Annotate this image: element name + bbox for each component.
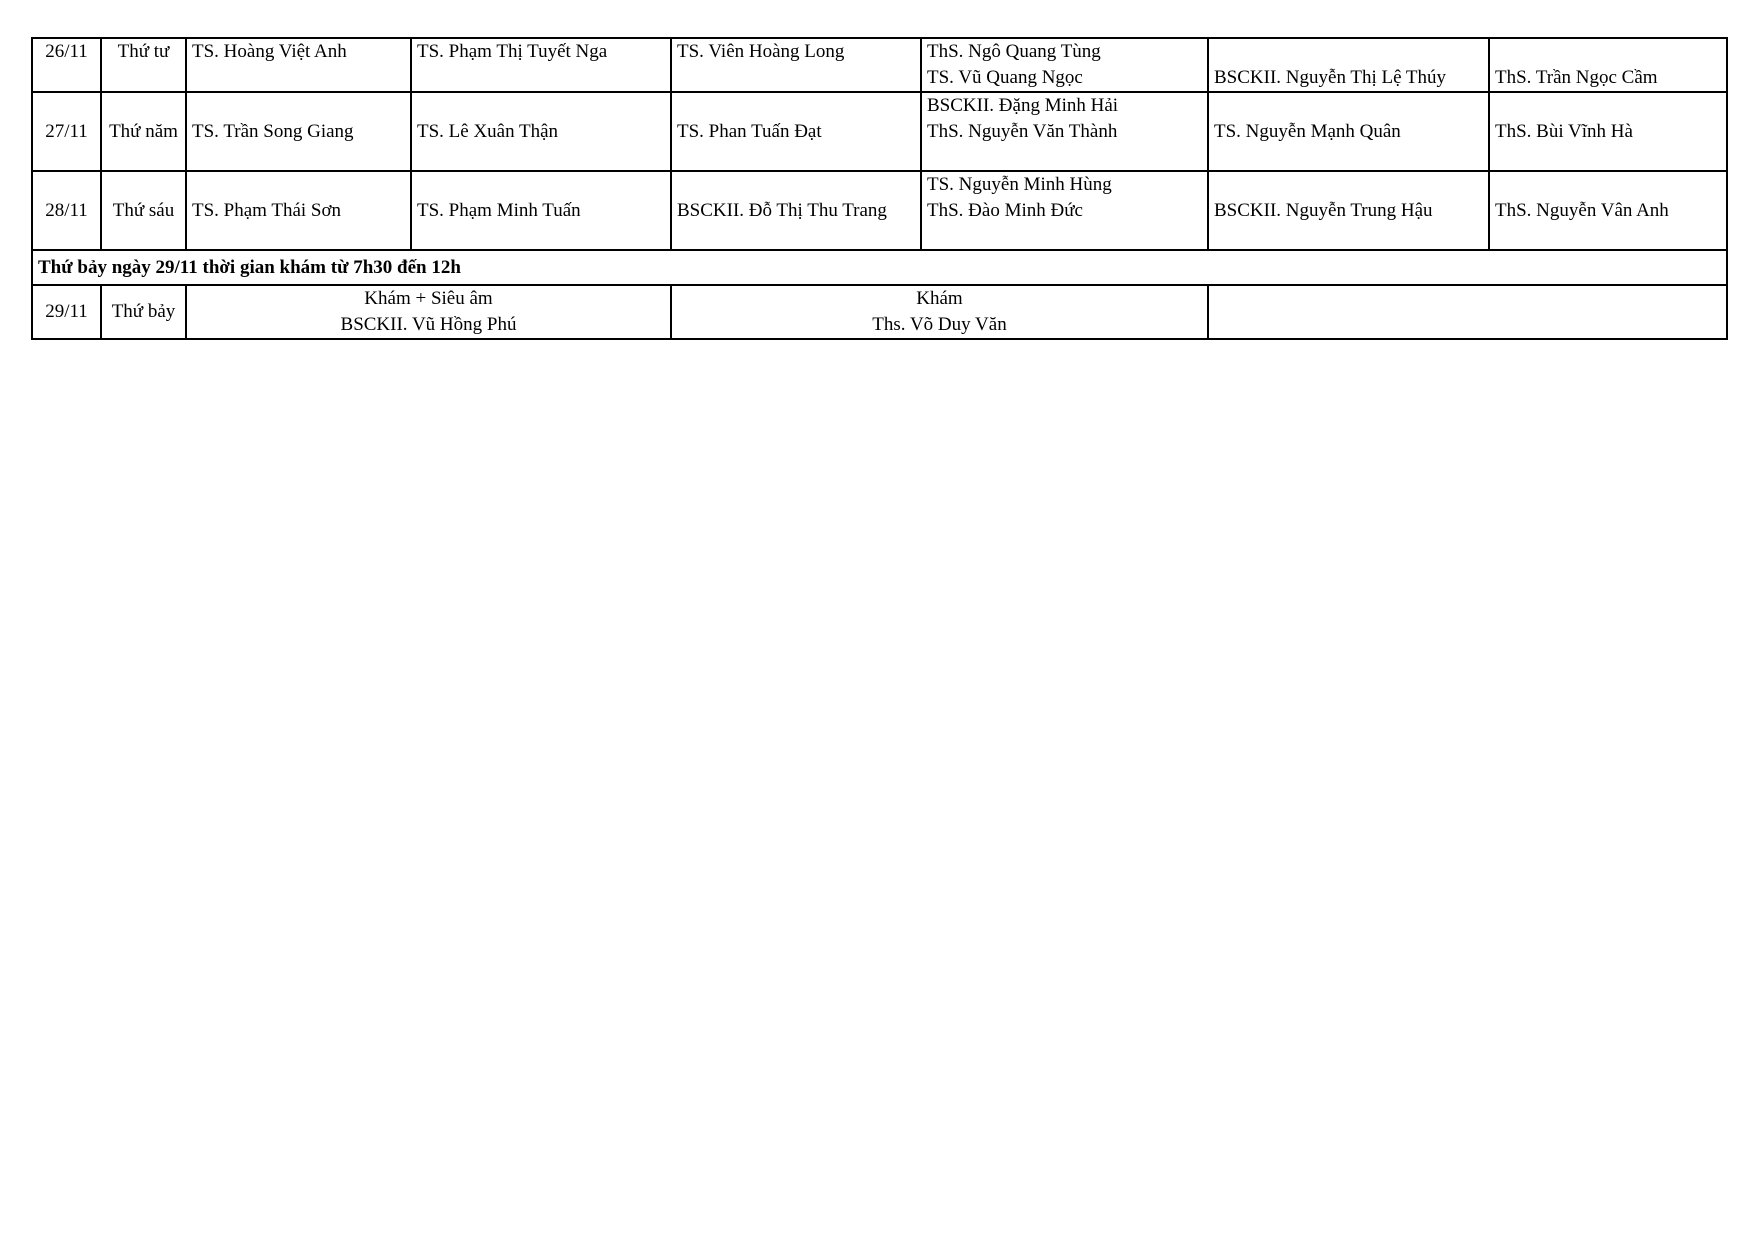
doctor-cell: BSCKII. Nguyễn Trung Hậu — [1208, 171, 1489, 250]
table-row — [32, 171, 1727, 250]
weekday-cell: Thứ sáu — [101, 171, 186, 250]
doctor-cell: TS. Hoàng Việt Anh — [186, 38, 411, 92]
doctor-cell: TS. Viên Hoàng Long — [671, 38, 921, 92]
doctor-cell: ThS. Trần Ngọc Cầm — [1489, 38, 1727, 92]
doctor-pair-cell — [921, 38, 1208, 92]
doctor-name: TS. Nguyễn Minh Hùng — [927, 174, 1112, 195]
saturday-block-exam-ultrasound — [186, 285, 671, 339]
date-cell: 27/11 — [32, 92, 101, 171]
doctor-name: ThS. Ngô Quang Tùng — [927, 41, 1101, 62]
doctor-cell: ThS. Bùi Vĩnh Hà — [1489, 92, 1727, 171]
doctor-name: BSCKII. Vũ Hồng Phú — [340, 314, 517, 335]
date-cell: 26/11 — [32, 38, 101, 92]
doctor-cell: TS. Phạm Thị Tuyết Nga — [411, 38, 671, 92]
section-heading-row — [32, 250, 1727, 285]
doctor-name: ThS. Đào Minh Đức — [927, 200, 1083, 221]
doctor-cell: TS. Phạm Minh Tuấn — [411, 171, 671, 250]
doctor-name: ThS. Nguyễn Văn Thành — [927, 121, 1118, 142]
date-cell: 28/11 — [32, 171, 101, 250]
doctor-cell: TS. Lê Xuân Thận — [411, 92, 671, 171]
table-row — [32, 92, 1727, 171]
doctor-cell: TS. Trần Song Giang — [186, 92, 411, 171]
doctor-name: Ths. Võ Duy Văn — [872, 314, 1007, 335]
saturday-block-exam — [671, 285, 1208, 339]
weekday-cell: Thứ tư — [101, 38, 186, 92]
weekday-cell: Thứ bảy — [101, 285, 186, 339]
table-row — [32, 38, 1727, 92]
doctor-cell: BSCKII. Nguyễn Thị Lệ Thúy — [1208, 38, 1489, 92]
service-label: Khám — [916, 288, 963, 309]
doctor-pair-cell — [921, 92, 1208, 171]
doctor-cell: TS. Nguyễn Mạnh Quân — [1208, 92, 1489, 171]
doctor-cell: TS. Phan Tuấn Đạt — [671, 92, 921, 171]
saturday-heading: Thứ bảy ngày 29/11 thời gian khám từ 7h30 đến 12h — [32, 250, 1727, 285]
doctor-name: TS. Vũ Quang Ngọc — [927, 67, 1083, 88]
weekday-cell: Thứ năm — [101, 92, 186, 171]
service-label: Khám + Siêu âm — [364, 288, 493, 309]
date-cell: 29/11 — [32, 285, 101, 339]
doctor-schedule-table — [31, 37, 1728, 340]
doctor-cell: TS. Phạm Thái Sơn — [186, 171, 411, 250]
doctor-pair-cell — [921, 171, 1208, 250]
saturday-block-empty — [1208, 285, 1727, 339]
doctor-cell: BSCKII. Đỗ Thị Thu Trang — [671, 171, 921, 250]
doctor-cell: ThS. Nguyễn Vân Anh — [1489, 171, 1727, 250]
doctor-name: BSCKII. Đặng Minh Hải — [927, 95, 1119, 116]
table-row — [32, 285, 1727, 339]
